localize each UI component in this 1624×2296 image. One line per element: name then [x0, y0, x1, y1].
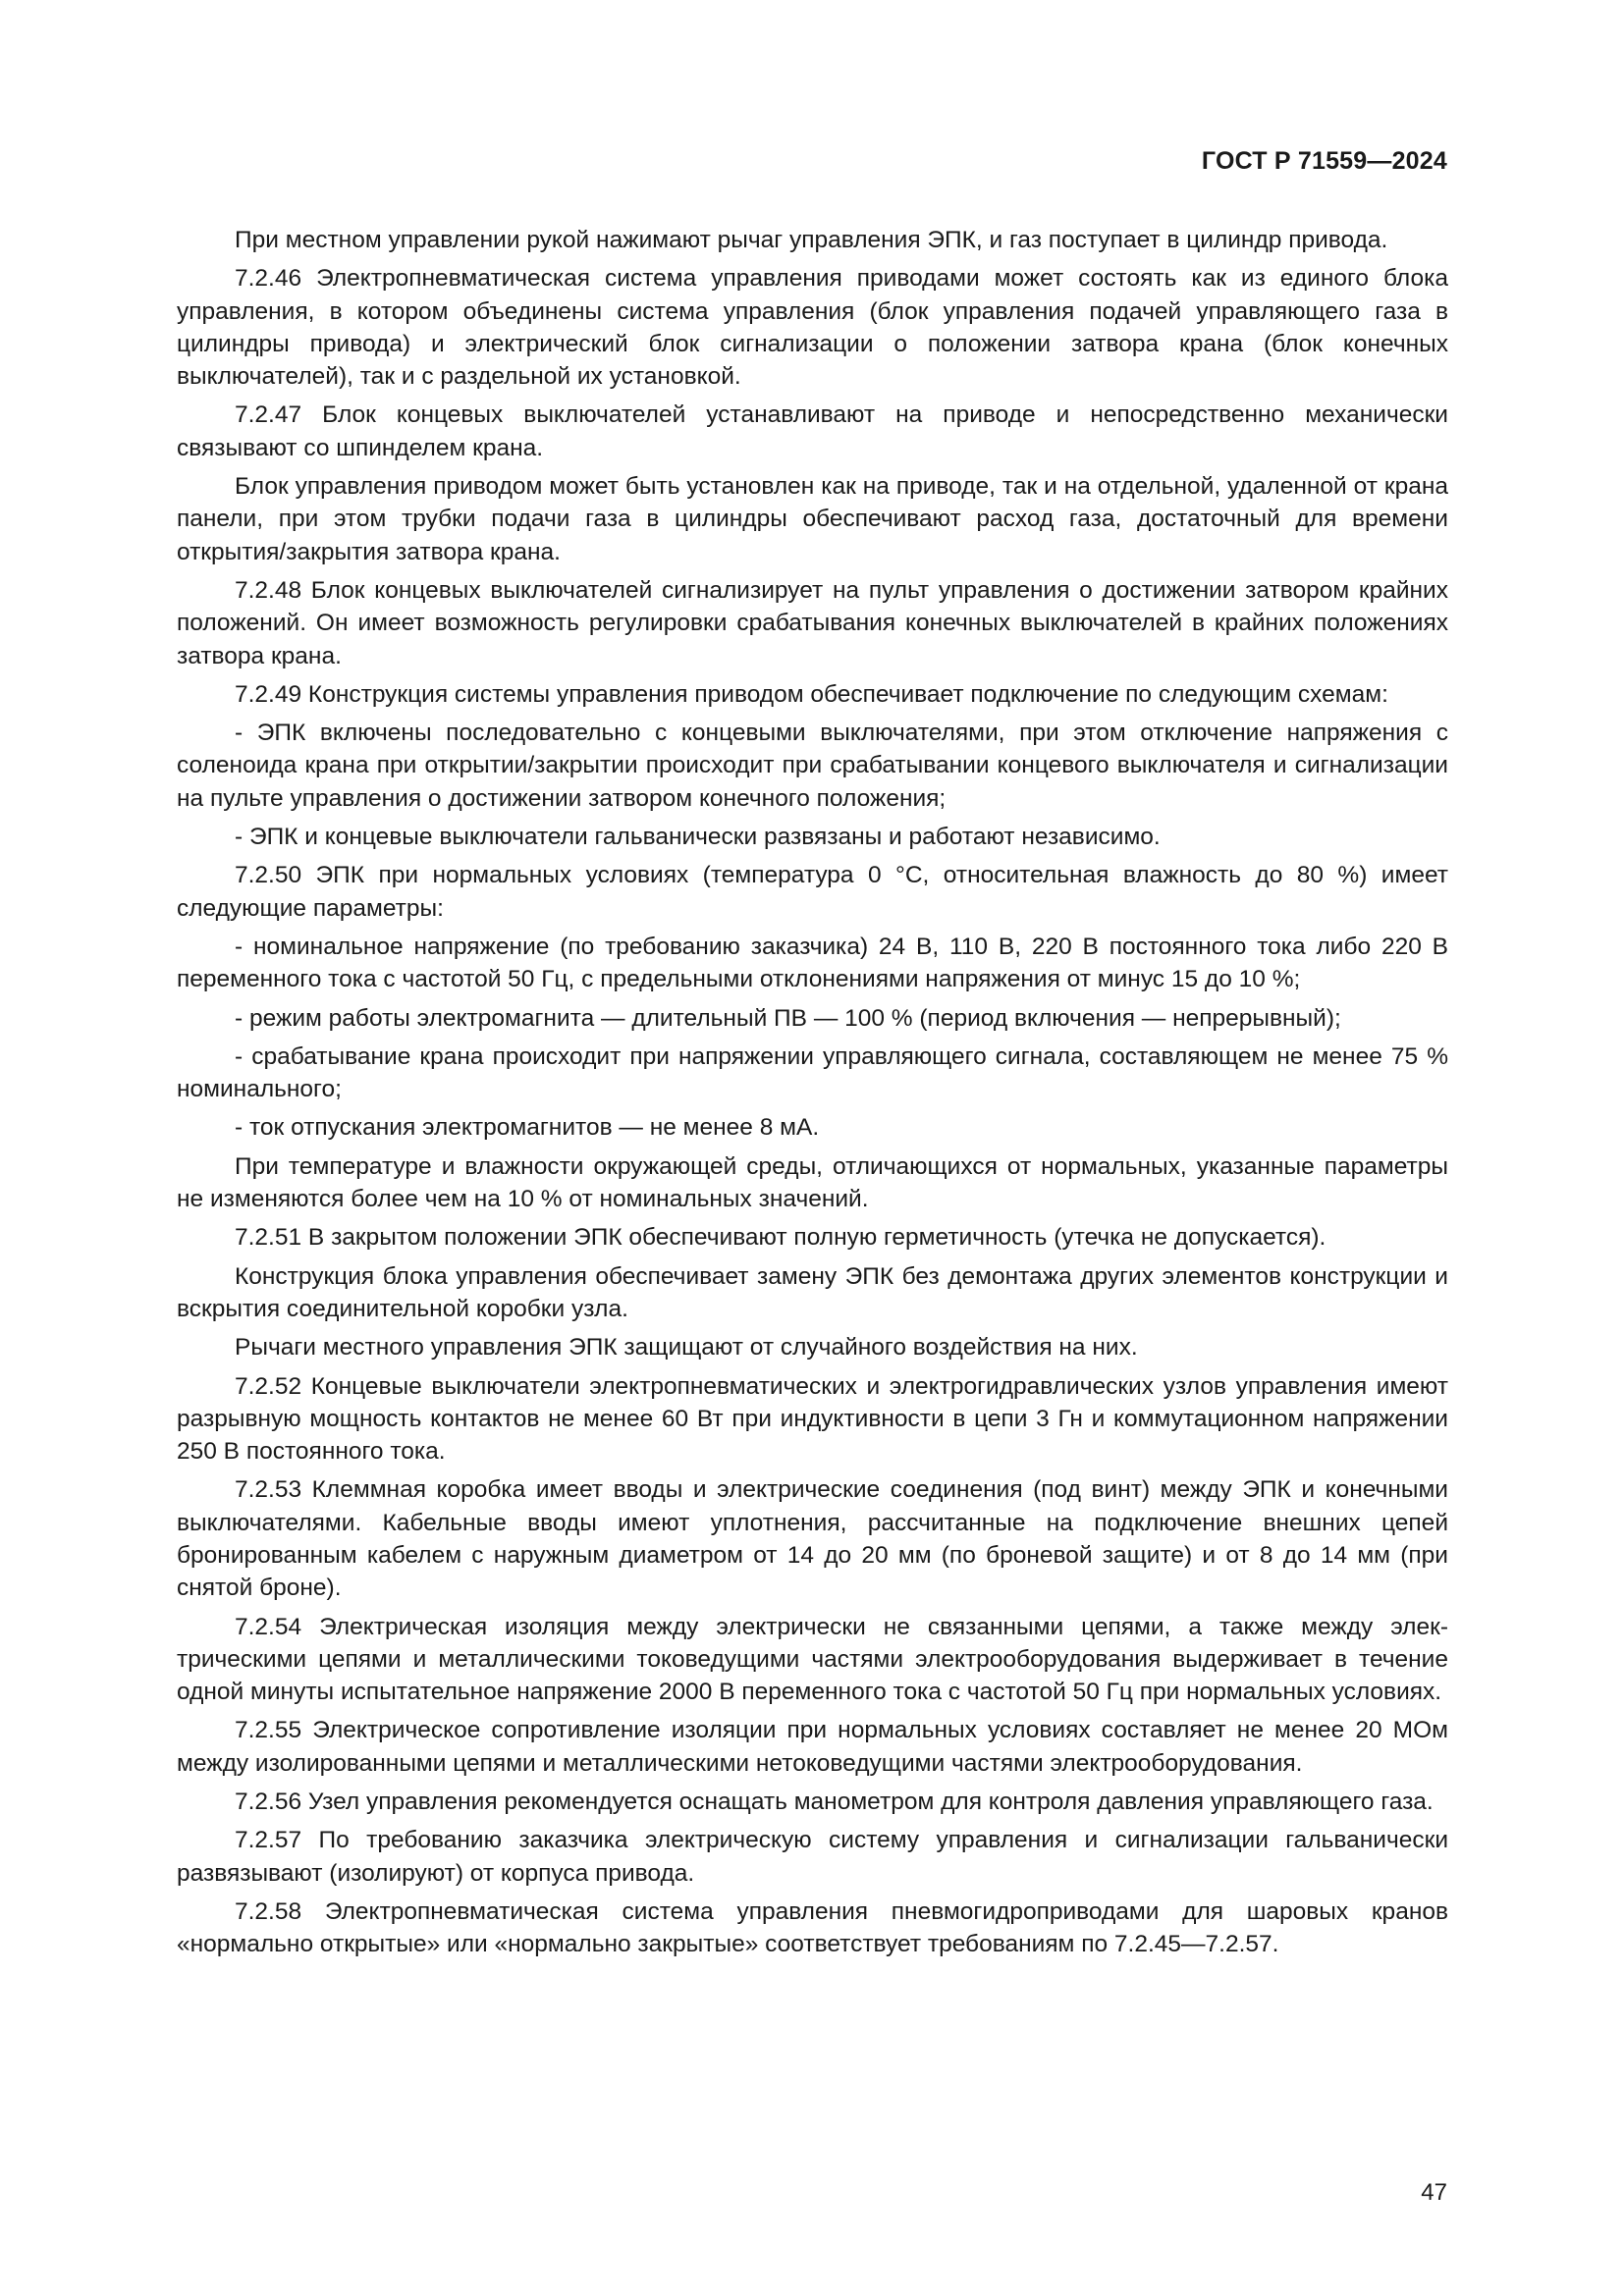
list-item: - ЭПК включены последовательно с концевыми выключателями, при этом отключение напряжения с соленоида крана при открытии/закрытии происходит при срабатывании концевого выключателя и сигнализации на пульте управления о достижении затвором конечного положения;: [177, 720, 1448, 812]
list-item: - срабатывание крана происходит при напряжении управляющего сигнала, составляющем не менее 75 % номинального;: [177, 1042, 1448, 1103]
list-item: - режим работы электромагнита — длительный ПВ — 100 % (период включения — непрерывный);: [235, 1004, 1341, 1032]
document-body: [177, 224, 1448, 1967]
paragraph: 7.2.57 По требованию заказчика электрическую систему управления и сигнализации гальванически развязывают (изолируют) от корпуса привода.: [177, 1827, 1448, 1887]
paragraph: Конструкция блока управления обеспечивает замену ЭПК без демонтажа других элементов конструкции и вскрытия соединительной коробки узла.: [177, 1262, 1448, 1322]
paragraph: 7.2.58 Электропневматическая система управления пневмогидроприводами для шаровых кранов «нормально открытые» или «нормально закрытые» соответствует требованиям по 7.2.45—7.2.57.: [177, 1897, 1448, 1958]
paragraph: 7.2.56 Узел управления рекомендуется оснащать манометром для контроля давления управляющего газа.: [235, 1789, 1434, 1816]
document-header: ГОСТ Р 71559—2024: [1201, 147, 1447, 175]
list-item: - номинальное напряжение (по требованию заказчика) 24 В, 110 В, 220 В постоянного тока либо 220 В переменного тока с частотой 50 Гц, с предельными отклонениями напряжения от минус 15 до 10 %;: [177, 933, 1448, 993]
list-item: - ЭПК и концевые выключатели гальванически развязаны и работают независимо.: [235, 824, 1161, 851]
paragraph: При местном управлении рукой нажимают рычаг управления ЭПК, и газ поступает в цилиндр привода.: [235, 227, 1388, 253]
page-number: 47: [1421, 2179, 1447, 2206]
paragraph: Блок управления приводом может быть установлен как на приводе, так и на отдельной, удаленной от крана панели, при этом трубки подачи газа в цилиндры обеспечивают расход газа, достаточный для времени открытия/закрытия затвора крана.: [177, 473, 1448, 565]
paragraph: 7.2.48 Блок концевых выключателей сигнализирует на пульт управления о достижении затвором крайних положений. Он имеет возможность регулировки срабатывания конечных выключателей в крайних положениях затвора крана.: [177, 576, 1448, 669]
paragraph: 7.2.52 Концевые выключатели электропневматических и электрогидравлических узлов управления имеют разрывную мощность контактов не менее 60 Вт при индуктивности в цепи 3 Гн и коммутационном напряжении 250 В постоянного тока.: [177, 1372, 1448, 1466]
list-item: - ток отпускания электромагнитов — не менее 8 мА.: [235, 1114, 820, 1142]
paragraph: 7.2.46 Электропневматическая система управления приводами может состоять как из единого блока управления, в котором объединены система управления (блок управления подачей управляющего газа в цилиндры привода) и электрический блок сигнализации о положении затвора крана (блок конечных выключателей), так и с раздельной их установкой.: [177, 265, 1448, 391]
paragraph: 7.2.55 Электрическое сопротивление изоляции при нормальных условиях составляет не менее 20 МОм между изолированными цепями и металлическими нетоковедущими частями электрооборудования.: [177, 1717, 1448, 1777]
paragraph: При температуре и влажности окружающей среды, отличающихся от нормальных, указанные параметры не изменяются более чем на 10 % от номинальных значений.: [177, 1152, 1448, 1213]
paragraph: 7.2.54 Электрическая изоляция между электрически не связанными цепями, а также между электрическими цепями и металлическими токоведущими частями электрооборудования выдерживает в течение одной минуты испытательное напряжение 2000 В переменного тока с частотой 50 Гц при нормальных условиях.: [177, 1613, 1448, 1706]
paragraph: 7.2.53 Клеммная коробка имеет вводы и электрические соединения (под винт) между ЭПК и конечными выключателями. Кабельные вводы имеют уплотнения, рассчитанные на подключение внешних цепей бронированным кабелем с наружным диаметром от 14 до 20 мм (по броневой защите) и от 8 до 14 мм (при снятой броне).: [177, 1476, 1448, 1602]
paragraph: 7.2.49 Конструкция системы управления приводом обеспечивает подключение по следующим схемам:: [235, 680, 1388, 708]
paragraph: 7.2.47 Блок концевых выключателей устанавливают на приводе и непосредственно механически связывают со шпинделем крана.: [177, 401, 1448, 461]
paragraph: Рычаги местного управления ЭПК защищают от случайного воздействия на них.: [235, 1334, 1138, 1362]
paragraph: 7.2.50 ЭПК при нормальных условиях (температура 0 °С, относительная влажность до 80 %) имеет следующие параметры:: [177, 862, 1448, 922]
paragraph: 7.2.51 В закрытом положении ЭПК обеспечивают полную герметичность (утечка не допускается).: [235, 1224, 1326, 1252]
